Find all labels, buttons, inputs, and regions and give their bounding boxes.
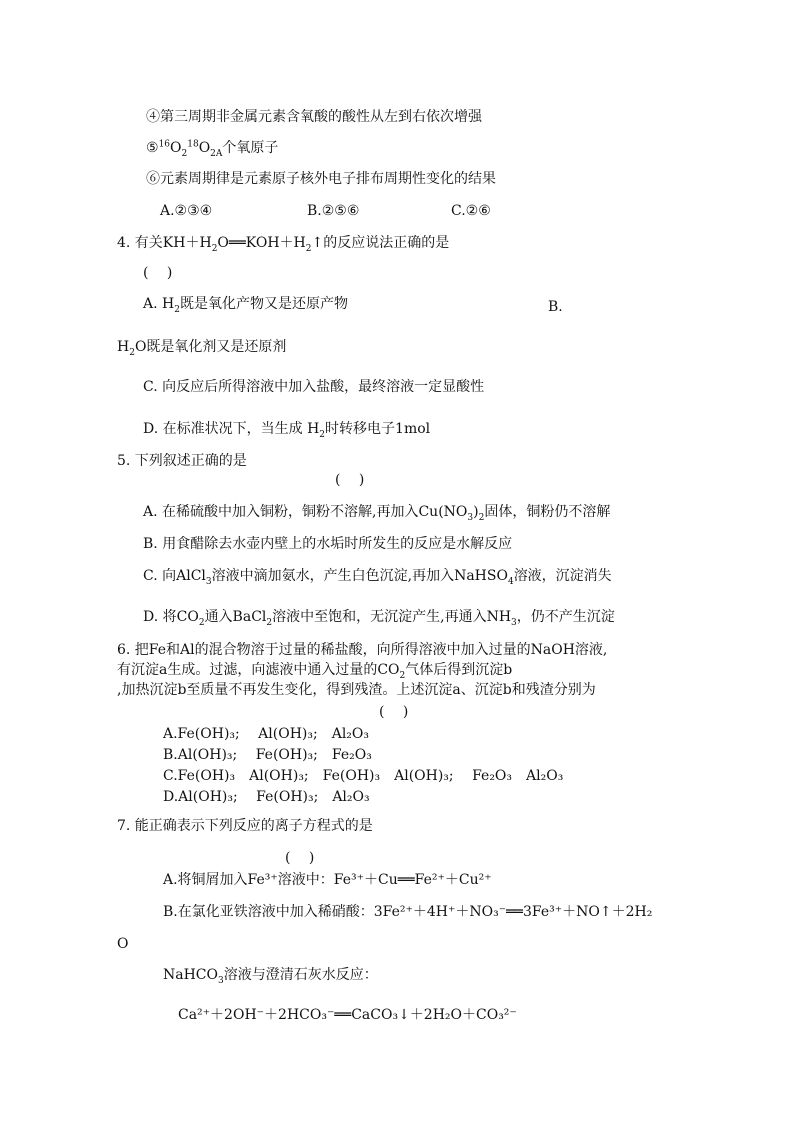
q6-option-d: D.Al(OH)₃; Fe(OH)₃; Al₂O₃ [163, 789, 370, 805]
q3-option-a: A.②③④ [160, 203, 213, 219]
q3-option-c: C.②⑥ [451, 203, 491, 219]
question-6-stem-line1: 6. 把Fe和Al的混合物溶于过量的稀盐酸，向所得溶液中加入过量的NaOH溶液, [117, 642, 608, 658]
q5-option-a: A. 在稀硫酸中加入铜粉，铜粉不溶解,再加入$Cu(NO_3)_2$固体，铜粉仍不溶解 [143, 504, 611, 523]
q3-option-b: B.②⑤⑥ [307, 203, 360, 219]
statement-6: ⑥元素周期律是元素原子核外电子排布周期性变化的结果 [146, 171, 496, 187]
q7-option-b-cont: O [117, 936, 129, 952]
statement-4: ④第三周期非金属元素含氧酸的酸性从左到右依次增强 [146, 109, 482, 125]
question-6-answer-paren: ( ) [379, 704, 409, 720]
q6-option-c: C.Fe(OH)₃ Al(OH)₃; Fe(OH)₃ Al(OH)₃; Fe₂O₃ Al₂O₃ [163, 768, 564, 784]
q7-option-c-equation: Ca²⁺＋2OH⁻＋2HCO₃⁻══CaCO₃↓＋2H₂O＋CO₃²⁻ [178, 1007, 517, 1023]
q5-option-b: B. 用食醋除去水壶内壁上的水垢时所发生的反应是水解反应 [143, 536, 513, 552]
question-6-stem-line3: ,加热沉淀b至质量不再发生变化，得到残渣。上述沉淀a、沉淀b和残渣分别为 [117, 682, 596, 698]
q4-option-d: D. 在标准状况下，当生成 $H_2$时转移电子1mol [143, 421, 431, 440]
question-5-answer-paren: ( ) [335, 472, 365, 488]
q6-option-b: B.Al(OH)₃; Fe(OH)₃; Fe₂O₃ [163, 747, 372, 763]
question-4-answer-paren: ( ) [143, 265, 173, 281]
question-6-stem-line2: 有沉淀a生成。过滤，向滤液中通入过量的$CO_2$气体后得到沉淀b [117, 662, 513, 681]
question-4-stem: 4. 有关$KH+H_2O══KOH+H_2↑$的反应说法正确的是 [117, 235, 450, 254]
question-7-stem: 7. 能正确表示下列反应的离子方程式的是 [117, 818, 373, 834]
statement-5: $⑤^{16}O_2^{18}O_{2A}$个氧原子 [146, 139, 279, 159]
q7-option-a: A.将铜屑加入Fe³⁺溶液中：Fe³⁺＋Cu══Fe²⁺＋Cu²⁺ [163, 872, 492, 888]
q4-option-b-text: $H_2O$既是氧化剂又是还原剂 [117, 339, 287, 358]
q7-option-c-text: NaHCO$_3$溶液与澄清石灰水反应： [163, 967, 378, 986]
q7-option-b: B.在氯化亚铁溶液中加入稀硝酸：3Fe²⁺＋4H⁺＋NO₃⁻══3Fe³⁺＋NO↑＋2H₂ [163, 904, 653, 920]
question-5-stem: 5. 下列叙述正确的是 [117, 453, 247, 469]
question-7-answer-paren: ( ) [285, 850, 315, 866]
q4-option-c: C. 向反应后所得溶液中加入盐酸，最终溶液一定显酸性 [143, 379, 485, 395]
q4-option-a: A. $H_2$既是氧化产物又是还原产物 [143, 296, 348, 315]
q6-option-a: A.Fe(OH)₃; Al(OH)₃; Al₂O₃ [163, 726, 370, 742]
q4-option-b-label: B. [548, 299, 563, 315]
q5-option-d: D. 将$CO_2$通入BaCl$_2$溶液中至饱和，无沉淀产生,再通入$NH_3$，仍不产生沉淀 [143, 609, 615, 628]
q5-option-c: C. 向AlCl$_3$溶液中滴加氨水，产生白色沉淀,再加入NaHSO$_4$溶液，沉淀消失 [143, 568, 612, 587]
